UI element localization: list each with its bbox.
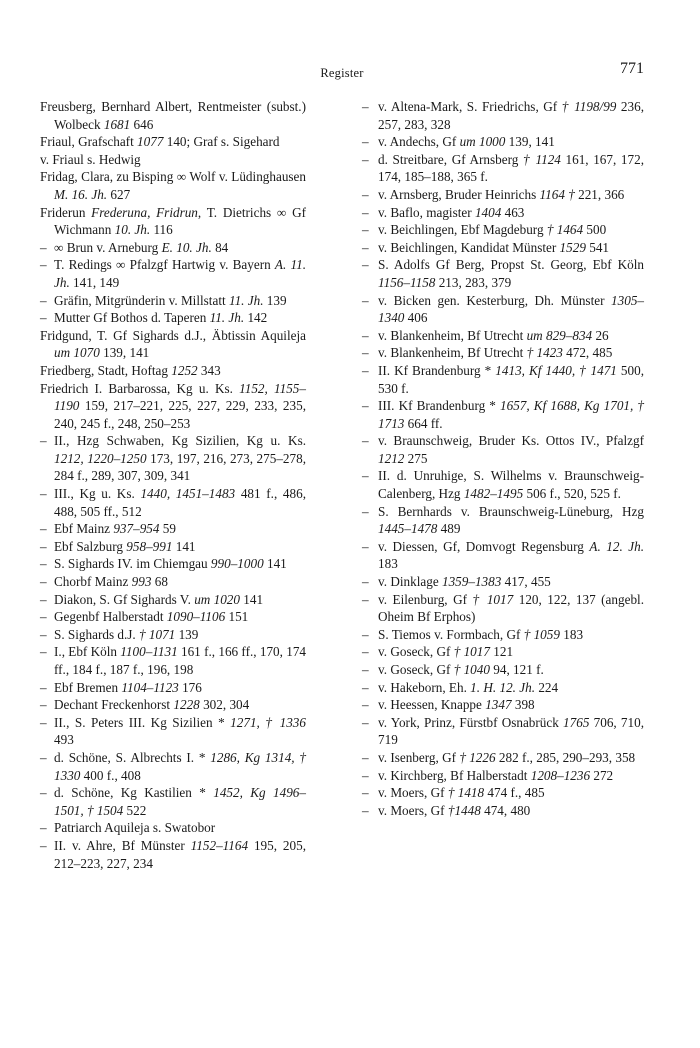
italic-date: 1212	[378, 450, 405, 466]
index-subentry: – v. Blankenheim, Bf Utrecht † 1423 472, 485	[378, 344, 644, 362]
index-subentry: – v. Eilenburg, Gf † 1017 120, 122, 137 (angebl. Oheim Bf Erphos)	[378, 591, 644, 626]
index-subentry: – II. v. Ahre, Bf Münster 1152–1164 195, 205, 212–223, 227, 234	[40, 837, 306, 872]
italic-date: 1445–1478	[378, 521, 438, 537]
italic-date: 1413, Kf 1440, † 1471	[495, 362, 617, 378]
italic-date: † 1464	[546, 222, 584, 238]
index-subentry: – S. Bernhards v. Braunschweig-Lüneburg, Hzg 1445–1478 489	[378, 503, 644, 538]
italic-date: Frederuna, Fridrun	[91, 204, 198, 220]
index-subentry: – S. Sighards IV. im Chiemgau 990–1000 141	[40, 555, 306, 573]
index-entry: v. Friaul s. Hedwig	[40, 151, 141, 167]
index-entry: Fridag, Clara, zu Bisping ∞ Wolf v. Lüdinghausen M. 16. Jh. 627	[40, 169, 306, 202]
italic-date: E. 10. Jh.	[161, 239, 212, 255]
index-subentry: – Diakon, S. Gf Sighards V. um 1020 141	[40, 591, 306, 609]
italic-date: † 1198/99	[561, 99, 617, 114]
italic-date: 1100–1131	[120, 644, 178, 660]
index-column-left	[40, 98, 306, 872]
index-subentry: – d. Schöne, S. Albrechts I. * 1286, Kg 1314, † 1330 400 f., 408	[40, 749, 306, 784]
index-subentry: – v. Braunschweig, Bruder Ks. Ottos IV., Pfalzgf 1212 275	[378, 432, 644, 467]
italic-date: †1448	[447, 802, 481, 818]
index-subentry: – v. York, Prinz, Fürstbf Osnabrück 1765 706, 710, 719	[378, 714, 644, 749]
italic-date: 1152–1164	[190, 837, 249, 853]
index-subentry: – v. Beichlingen, Ebf Magdeburg † 1464 500	[378, 221, 644, 239]
italic-date: 1657, Kf 1688, Kg 1701, † 1713	[378, 398, 644, 431]
italic-date: 1529	[559, 239, 586, 255]
italic-date: um 1020	[194, 591, 240, 607]
index-entry: Friedrich I. Barbarossa, Kg u. Ks. 1152, 1155–1190 159, 217–221, 225, 227, 229, 233, 235, 240, 245 f., 248, 250–253	[40, 380, 306, 431]
index-subentry: – Ebf Bremen 1104–1123 176	[40, 679, 306, 697]
italic-date: 1765	[563, 714, 590, 730]
index-subentry: – Gräfin, Mitgründerin v. Millstatt 11. Jh. 139	[40, 292, 306, 310]
index-column-right	[362, 98, 644, 872]
italic-date: 958–991	[126, 538, 173, 554]
index-subentry: – S. Adolfs Gf Berg, Propst St. Georg, Ebf Köln 1156–1158 213, 283, 379	[378, 256, 644, 291]
italic-date: 1286, Kg 1314, † 1330	[54, 749, 306, 783]
italic-date: 1104–1123	[121, 679, 179, 695]
index-subentry: – v. Altena-Mark, S. Friedrichs, Gf † 1198/99 236, 257, 283, 328	[378, 98, 644, 133]
italic-date: 1228	[173, 697, 200, 713]
index-subentry: – v. Moers, Gf †1448 474, 480	[378, 802, 644, 820]
italic-date: † 1040	[453, 662, 490, 677]
italic-date: 993	[131, 574, 152, 590]
italic-date: † 1124	[522, 151, 561, 167]
index-subentry: – v. Arnsberg, Bruder Heinrichs 1164 † 221, 366	[378, 186, 644, 204]
index-entry: Friaul, Grafschaft 1077 140; Graf s. Sigehard	[40, 134, 280, 150]
index-subentry: – v. Andechs, Gf um 1000 139, 141	[378, 133, 644, 151]
index-subentry: – Ebf Mainz 937–954 59	[40, 520, 306, 538]
index-subentry: – v. Goseck, Gf † 1017 121	[378, 643, 644, 661]
index-subentry: – III., Kg u. Ks. 1440, 1451–1483 481 f., 486, 488, 505 ff., 512	[40, 485, 306, 520]
index-subentry: – III. Kf Brandenburg * 1657, Kf 1688, Kg 1701, † 1713 664 ff.	[378, 397, 644, 432]
index-subentry: – v. Blankenheim, Bf Utrecht um 829–834 26	[378, 327, 644, 345]
index-subentry: – II. d. Unruhige, S. Wilhelms v. Braunschweig-Calenberg, Hzg 1482–1495 506 f., 520, 525 f.	[378, 467, 644, 502]
italic-date: A. 11. Jh.	[54, 257, 306, 290]
italic-date: † 1226	[459, 749, 496, 765]
index-entry: Freusberg, Bernhard Albert, Rentmeister (subst.) Wolbeck 1681 646	[40, 99, 306, 132]
italic-date: † 1423	[526, 345, 563, 361]
italic-date: 1212, 1220–1250	[54, 450, 147, 466]
italic-date: 11. Jh.	[209, 310, 245, 326]
index-subentry: – d. Schöne, Kg Kastilien * 1452, Kg 1496–1501, † 1504 522	[40, 784, 306, 819]
italic-date: 937–954	[113, 521, 160, 537]
index-subentry: – v. Goseck, Gf † 1040 94, 121 f.	[378, 661, 644, 679]
italic-date: † 1071	[139, 626, 176, 642]
italic-date: 990–1000	[210, 556, 264, 572]
index-subentry: – T. Redings ∞ Pfalzgf Hartwig v. Bayern A. 11. Jh. 141, 149	[40, 256, 306, 291]
index-subentry: – v. Moers, Gf † 1418 474 f., 485	[378, 784, 644, 802]
italic-date: 1077	[137, 134, 164, 150]
italic-date: 1152, 1155–1190	[54, 380, 306, 414]
index-subentry: – Mutter Gf Bothos d. Taperen 11. Jh. 142	[40, 309, 306, 327]
italic-date: 1440, 1451–1483	[140, 486, 236, 502]
italic-date: 1. H. 12. Jh.	[470, 679, 536, 695]
italic-date: 11. Jh.	[228, 292, 264, 308]
italic-date: 1271, † 1336	[230, 714, 306, 730]
italic-date: 1404	[474, 204, 502, 220]
page-number: 771	[620, 60, 644, 77]
index-subentry: – I., Ebf Köln 1100–1131 161 f., 166 ff., 170, 174 ff., 184 f., 187 f., 196, 198	[40, 643, 306, 678]
index-subentry: – v. Bicken gen. Kesterburg, Dh. Münster 1305–1340 406	[378, 292, 644, 327]
italic-date: 1681	[103, 116, 131, 132]
index-subentry: – II., S. Peters III. Kg Sizilien * 1271, † 1336 493	[40, 714, 306, 749]
italic-date: 1347	[485, 697, 512, 713]
index-subentry: – d. Streitbare, Gf Arnsberg † 1124 161, 167, 172, 174, 185–188, 365 f.	[378, 151, 644, 186]
italic-date: 1305–1340	[378, 292, 644, 326]
index-subentry: – Ebf Salzburg 958–991 141	[40, 538, 306, 556]
italic-date: 1482–1495	[463, 486, 524, 502]
italic-date: um 1000	[459, 134, 506, 150]
italic-date: um 829–834	[526, 327, 593, 343]
index-subentry: – S. Tiemos v. Formbach, Gf † 1059 183	[378, 626, 644, 644]
index-entry: Fridgund, T. Gf Sighards d.J., Äbtissin Aquileja um 1070 139, 141	[40, 327, 306, 361]
italic-date: 1164 †	[539, 186, 575, 202]
italic-date: 1452, Kg 1496–1501, † 1504	[54, 785, 306, 818]
index-subentry: – v. Hakeborn, Eh. 1. H. 12. Jh. 224	[378, 679, 644, 697]
italic-date: 1208–1236	[530, 767, 591, 783]
index-subentry: – ∞ Brun v. Arneburg E. 10. Jh. 84	[40, 239, 306, 257]
italic-date: † 1418	[447, 785, 485, 801]
index-subentry: – v. Kirchberg, Bf Halberstadt 1208–1236 272	[378, 767, 644, 785]
index-subentry: – II., Hzg Schwaben, Kg Sizilien, Kg u. Ks. 1212, 1220–1250 173, 197, 216, 273, 275–278, 284 f., 289, 307, 309, 341	[40, 432, 306, 485]
italic-date: um 1070	[54, 345, 100, 361]
page-header	[40, 60, 644, 86]
index-subentry: – v. Diessen, Gf, Domvogt Regensburg A. 12. Jh. 183	[378, 538, 644, 573]
italic-date: 1156–1158	[378, 274, 436, 290]
index-entry: Friedberg, Stadt, Hoftag 1252 343	[40, 362, 221, 378]
italic-date: M. 16. Jh.	[54, 186, 108, 202]
italic-date: 1090–1106	[166, 609, 226, 625]
index-subentry: – v. Beichlingen, Kandidat Münster 1529 541	[378, 239, 644, 257]
index-subentry: – S. Sighards d.J. † 1071 139	[40, 626, 306, 644]
index-entry: Friderun Frederuna, Fridrun, T. Dietrichs ∞ Gf Wichmann 10. Jh. 116	[40, 204, 306, 238]
running-header: Register	[320, 66, 364, 80]
italic-date: 10. Jh.	[114, 222, 151, 238]
index-subentry: – v. Isenberg, Gf † 1226 282 f., 285, 290–293, 358	[378, 749, 644, 767]
italic-date: A. 12. Jh.	[589, 538, 644, 554]
index-subentry: – v. Heessen, Knappe 1347 398	[378, 696, 644, 714]
index-subentry: – Dechant Freckenhorst 1228 302, 304	[40, 696, 306, 714]
italic-date: † 1017	[453, 644, 490, 660]
index-subentry: – II. Kf Brandenburg * 1413, Kf 1440, † 1471 500, 530 f.	[378, 362, 644, 397]
italic-date: 1252	[171, 362, 198, 378]
index-subentry: – Chorbf Mainz 993 68	[40, 573, 306, 591]
index-subentry: – Gegenbf Halberstadt 1090–1106 151	[40, 608, 306, 626]
index-subentry: – v. Dinklage 1359–1383 417, 455	[378, 573, 644, 591]
index-subentry: – v. Baflo, magister 1404 463	[378, 204, 644, 222]
italic-date: † 1017	[472, 591, 514, 607]
index-columns	[40, 98, 644, 872]
italic-date: 1359–1383	[441, 574, 502, 590]
italic-date: † 1059	[523, 626, 560, 642]
index-subentry: – Patriarch Aquileja s. Swatobor	[40, 819, 306, 837]
